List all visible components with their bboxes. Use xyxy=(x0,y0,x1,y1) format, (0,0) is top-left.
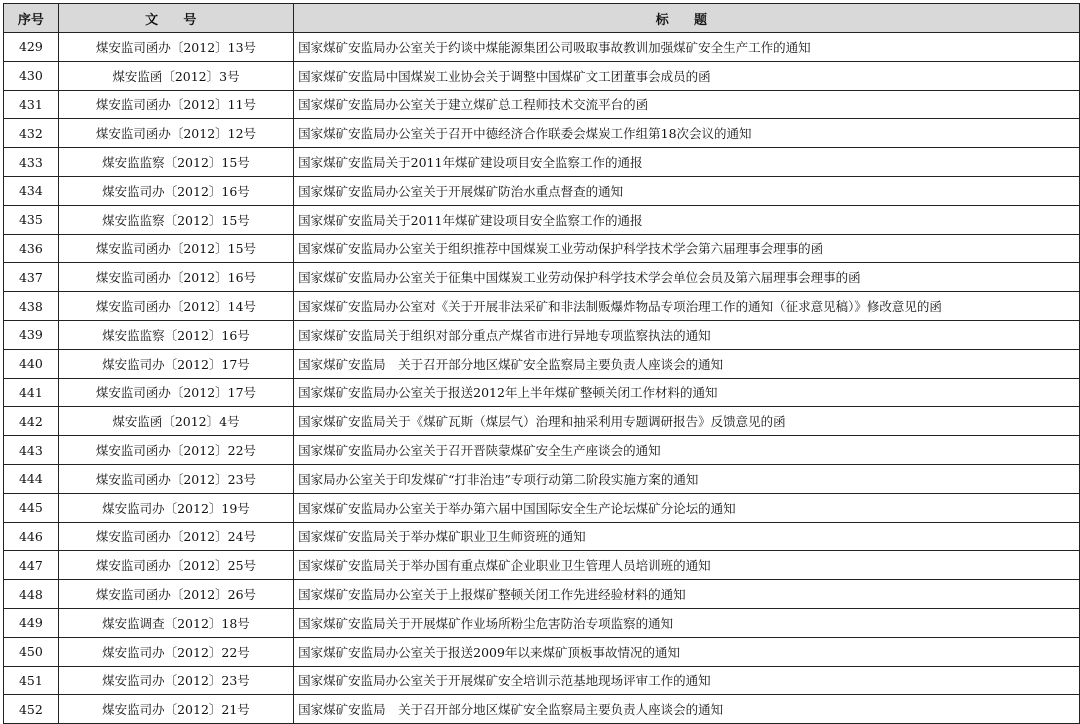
row-doc-number-cell: 煤安监监察〔2012〕16号 xyxy=(58,320,293,349)
table-row xyxy=(4,292,1080,321)
row-seq-cell: 445 xyxy=(4,493,59,522)
row-title-cell: 国家煤矿安监局办公室关于建立煤矿总工程师技术交流平台的函 xyxy=(294,90,1080,119)
table-row xyxy=(4,666,1080,695)
header-doc-number: 文 号 xyxy=(58,4,293,33)
table-row xyxy=(4,637,1080,666)
table-row xyxy=(4,551,1080,580)
row-seq-cell: 447 xyxy=(4,551,59,580)
row-title-cell: 国家煤矿安监局办公室关于报送2012年上半年煤矿整顿关闭工作材料的通知 xyxy=(294,378,1080,407)
row-title-cell: 国家煤矿安监局办公室关于开展煤矿防治水重点督查的通知 xyxy=(294,176,1080,205)
row-seq-cell: 444 xyxy=(4,464,59,493)
row-title-cell: 国家局办公室关于印发煤矿“打非治违”专项行动第二阶段实施方案的通知 xyxy=(294,464,1080,493)
row-title-cell: 国家煤矿安监局关于举办国有重点煤矿企业职业卫生管理人员培训班的通知 xyxy=(294,551,1080,580)
row-doc-number-cell: 煤安监司函办〔2012〕17号 xyxy=(58,378,293,407)
row-seq-cell: 433 xyxy=(4,148,59,177)
row-seq-cell: 441 xyxy=(4,378,59,407)
row-title-cell: 国家煤矿安监局关于《煤矿瓦斯（煤层气）治理和抽采利用专题调研报告》反馈意见的函 xyxy=(294,407,1080,436)
row-title-cell: 国家煤矿安监局办公室关于组织推荐中国煤炭工业劳动保护科学技术学会第六届理事会理事的函 xyxy=(294,234,1080,263)
row-title-cell: 国家煤矿安监局办公室关于报送2009年以来煤矿顶板事故情况的通知 xyxy=(294,637,1080,666)
row-seq-cell: 448 xyxy=(4,580,59,609)
row-seq-cell: 446 xyxy=(4,522,59,551)
row-seq-cell: 440 xyxy=(4,349,59,378)
row-doc-number-cell: 煤安监司函办〔2012〕12号 xyxy=(58,119,293,148)
table-row xyxy=(4,263,1080,292)
row-seq-cell: 439 xyxy=(4,320,59,349)
row-title-cell: 国家煤矿安监局关于2011年煤矿建设项目安全监察工作的通报 xyxy=(294,148,1080,177)
row-doc-number-cell: 煤安监司函办〔2012〕14号 xyxy=(58,292,293,321)
row-title-cell: 国家煤矿安监局办公室关于召开中德经济合作联委会煤炭工作组第18次会议的通知 xyxy=(294,119,1080,148)
row-title-cell: 国家煤矿安监局关于组织对部分重点产煤省市进行异地专项监察执法的通知 xyxy=(294,320,1080,349)
row-doc-number-cell: 煤安监监察〔2012〕15号 xyxy=(58,148,293,177)
table-body xyxy=(4,33,1080,724)
table-row xyxy=(4,522,1080,551)
row-doc-number-cell: 煤安监司办〔2012〕23号 xyxy=(58,666,293,695)
row-doc-number-cell: 煤安监监察〔2012〕15号 xyxy=(58,205,293,234)
row-doc-number-cell: 煤安监司函办〔2012〕11号 xyxy=(58,90,293,119)
row-title-cell: 国家煤矿安监局 关于召开部分地区煤矿安全监察局主要负责人座谈会的通知 xyxy=(294,349,1080,378)
table-row xyxy=(4,61,1080,90)
table-row xyxy=(4,205,1080,234)
row-doc-number-cell: 煤安监司办〔2012〕19号 xyxy=(58,493,293,522)
table-row xyxy=(4,320,1080,349)
table-row xyxy=(4,493,1080,522)
row-seq-cell: 434 xyxy=(4,176,59,205)
table-row xyxy=(4,148,1080,177)
row-doc-number-cell: 煤安监函〔2012〕3号 xyxy=(58,61,293,90)
row-doc-number-cell: 煤安监司函办〔2012〕15号 xyxy=(58,234,293,263)
row-title-cell: 国家煤矿安监局办公室关于召开晋陕蒙煤矿安全生产座谈会的通知 xyxy=(294,436,1080,465)
row-seq-cell: 429 xyxy=(4,33,59,62)
row-doc-number-cell: 煤安监司函办〔2012〕24号 xyxy=(58,522,293,551)
row-doc-number-cell: 煤安监司办〔2012〕17号 xyxy=(58,349,293,378)
row-seq-cell: 450 xyxy=(4,637,59,666)
row-doc-number-cell: 煤安监司函办〔2012〕16号 xyxy=(58,263,293,292)
row-title-cell: 国家煤矿安监局关于举办煤矿职业卫生师资班的通知 xyxy=(294,522,1080,551)
row-doc-number-cell: 煤安监函〔2012〕4号 xyxy=(58,407,293,436)
table-row xyxy=(4,436,1080,465)
row-title-cell: 国家煤矿安监局关于开展煤矿作业场所粉尘危害防治专项监察的通知 xyxy=(294,608,1080,637)
row-title-cell: 国家煤矿安监局办公室关于举办第六届中国国际安全生产论坛煤矿分论坛的通知 xyxy=(294,493,1080,522)
table-row xyxy=(4,176,1080,205)
row-seq-cell: 451 xyxy=(4,666,59,695)
table-row xyxy=(4,90,1080,119)
table-row xyxy=(4,119,1080,148)
row-seq-cell: 449 xyxy=(4,608,59,637)
row-title-cell: 国家煤矿安监局办公室关于征集中国煤炭工业劳动保护科学技术学会单位会员及第六届理事会理事的函 xyxy=(294,263,1080,292)
table-row xyxy=(4,580,1080,609)
document-table xyxy=(3,3,1080,724)
row-doc-number-cell: 煤安监司函办〔2012〕25号 xyxy=(58,551,293,580)
row-doc-number-cell: 煤安监司办〔2012〕16号 xyxy=(58,176,293,205)
row-seq-cell: 431 xyxy=(4,90,59,119)
table-row xyxy=(4,695,1080,724)
row-doc-number-cell: 煤安监司函办〔2012〕26号 xyxy=(58,580,293,609)
table-row xyxy=(4,407,1080,436)
header-row xyxy=(4,4,1080,33)
table-row xyxy=(4,234,1080,263)
row-seq-cell: 435 xyxy=(4,205,59,234)
row-title-cell: 国家煤矿安监局关于2011年煤矿建设项目安全监察工作的通报 xyxy=(294,205,1080,234)
row-title-cell: 国家煤矿安监局中国煤炭工业协会关于调整中国煤矿文工团董事会成员的函 xyxy=(294,61,1080,90)
row-title-cell: 国家煤矿安监局办公室关于开展煤矿安全培训示范基地现场评审工作的通知 xyxy=(294,666,1080,695)
row-seq-cell: 430 xyxy=(4,61,59,90)
row-seq-cell: 443 xyxy=(4,436,59,465)
row-seq-cell: 432 xyxy=(4,119,59,148)
table-row xyxy=(4,464,1080,493)
row-title-cell: 国家煤矿安监局办公室对《关于开展非法采矿和非法制贩爆炸物品专项治理工作的通知（征求意见稿）》修改意见的函 xyxy=(294,292,1080,321)
row-doc-number-cell: 煤安监司办〔2012〕21号 xyxy=(58,695,293,724)
row-doc-number-cell: 煤安监司函办〔2012〕13号 xyxy=(58,33,293,62)
table-row xyxy=(4,33,1080,62)
table-header xyxy=(4,4,1080,33)
table-row xyxy=(4,349,1080,378)
row-doc-number-cell: 煤安监调查〔2012〕18号 xyxy=(58,608,293,637)
header-title: 标 题 xyxy=(294,4,1080,33)
row-seq-cell: 442 xyxy=(4,407,59,436)
row-seq-cell: 436 xyxy=(4,234,59,263)
row-seq-cell: 452 xyxy=(4,695,59,724)
row-title-cell: 国家煤矿安监局 关于召开部分地区煤矿安全监察局主要负责人座谈会的通知 xyxy=(294,695,1080,724)
table-row xyxy=(4,378,1080,407)
row-title-cell: 国家煤矿安监局办公室关于约谈中煤能源集团公司吸取事故教训加强煤矿安全生产工作的通知 xyxy=(294,33,1080,62)
row-title-cell: 国家煤矿安监局办公室关于上报煤矿整顿关闭工作先进经验材料的通知 xyxy=(294,580,1080,609)
row-doc-number-cell: 煤安监司函办〔2012〕23号 xyxy=(58,464,293,493)
header-seq: 序号 xyxy=(4,4,59,33)
row-seq-cell: 437 xyxy=(4,263,59,292)
table-row xyxy=(4,608,1080,637)
row-doc-number-cell: 煤安监司函办〔2012〕22号 xyxy=(58,436,293,465)
row-doc-number-cell: 煤安监司办〔2012〕22号 xyxy=(58,637,293,666)
row-seq-cell: 438 xyxy=(4,292,59,321)
